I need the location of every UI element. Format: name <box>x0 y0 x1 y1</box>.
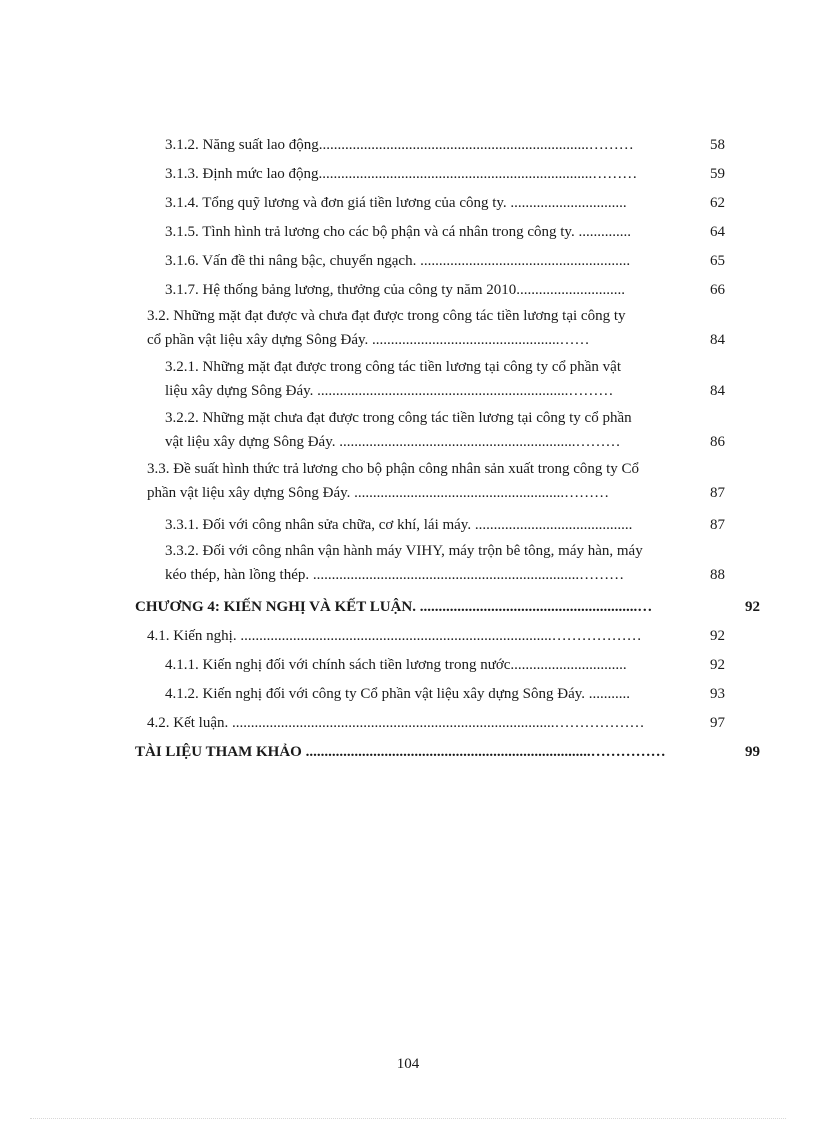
toc-entry-page: 64 <box>710 224 725 240</box>
toc-entry <box>147 304 732 352</box>
toc-entry <box>165 186 732 215</box>
toc-entry <box>147 457 732 505</box>
toc-entry-page: 58 <box>710 137 725 153</box>
toc-entry-title: 3.1.5. Tình hình trả lương cho các bộ phận và cá nhân trong công ty. .............. <box>165 224 631 240</box>
toc-entry-page: 87 <box>710 485 725 501</box>
toc-entry <box>165 677 732 706</box>
toc-entry <box>165 539 732 587</box>
page-bottom-divider <box>30 1118 786 1119</box>
toc-entry-page: 65 <box>710 253 725 269</box>
toc-entry-title: 4.2. Kết luận. ......................................................................................……………… <box>147 715 645 731</box>
toc-entry-title: 3.1.6. Vấn đề thi nâng bậc, chuyển ngạch. ........................................................ <box>165 253 631 269</box>
toc-entry-title-line1: 3.2.1. Những mặt đạt được trong công tác tiền lương tại công ty cổ phần vật <box>165 359 621 375</box>
toc-entry-title: TÀI LIỆU THAM KHẢO ............................................................................…………… <box>135 744 666 760</box>
toc-entry-page: 88 <box>710 567 725 583</box>
toc-entry-title-line2: kéo thép, hàn lồng thép. .......................................................................……… <box>165 567 625 583</box>
toc-entry-page: 92 <box>710 657 725 673</box>
toc-chapter-entry <box>135 590 763 619</box>
toc-entry-title-line2: liệu xây dựng Sông Đáy. ...................................................................……… <box>165 383 614 399</box>
toc-entry-title: 3.1.3. Định mức lao động.........................................................................……… <box>165 166 638 182</box>
page-number: 104 <box>396 1056 420 1072</box>
toc-entry-page: 86 <box>710 434 725 450</box>
toc-entry <box>165 215 732 244</box>
toc-entry-title: CHƯƠNG 4: KIẾN NGHỊ VÀ KẾT LUẬN. ..........................................................… <box>135 599 653 615</box>
toc-entry-title: 3.3.1. Đối với công nhân sửa chữa, cơ khí, lái máy. .......................................... <box>165 517 633 533</box>
toc-entry-title: 4.1.2. Kiến nghị đối với công ty Cổ phần vật liệu xây dựng Sông Đáy. ........... <box>165 686 631 702</box>
toc-entry-title: 3.1.2. Năng suất lao động........................................................................……… <box>165 137 634 153</box>
toc-entry <box>165 273 732 302</box>
toc-entry-title-line1: 3.2. Những mặt đạt được và chưa đạt được trong công tác tiền lương tại công ty <box>147 308 626 324</box>
toc-entry-title-line2: cổ phần vật liệu xây dựng Sông Đáy. ..................................................…… <box>147 332 590 348</box>
toc-entry-title-line2: vật liệu xây dựng Sông Đáy. ...............................................................……… <box>165 434 621 450</box>
toc-entry-title: 3.1.7. Hệ thống bảng lương, thưởng của công ty năm 2010............................. <box>165 282 625 298</box>
toc-entry-title: 4.1. Kiến nghị. ...................................................................................……………… <box>147 628 642 644</box>
toc-entry-title-line1: 3.3.2. Đối với công nhân vận hành máy VIHY, máy trộn bê tông, máy hàn, máy <box>165 543 643 559</box>
toc-entry-page: 92 <box>710 628 725 644</box>
toc-entry <box>165 406 732 454</box>
toc-entry <box>165 157 732 186</box>
toc-entry-page: 66 <box>710 282 725 298</box>
toc-entry <box>165 508 732 537</box>
toc-entry-title-line2: phần vật liệu xây dựng Sông Đáy. ........................................................……… <box>147 485 610 501</box>
toc-entry-title: 3.1.4. Tổng quỹ lương và đơn giá tiền lương của công ty. ............................... <box>165 195 627 211</box>
toc-entry <box>147 619 732 648</box>
toc-entry <box>165 128 732 157</box>
toc-entry-page: 97 <box>710 715 725 731</box>
toc-entry <box>165 648 732 677</box>
toc-entry-title: 4.1.1. Kiến nghị đối với chính sách tiền lương trong nước............................... <box>165 657 627 673</box>
toc-entry <box>165 244 732 273</box>
table-of-contents <box>135 128 765 764</box>
toc-entry-page: 99 <box>745 744 760 760</box>
toc-entry-page: 93 <box>710 686 725 702</box>
toc-entry-page: 59 <box>710 166 725 182</box>
toc-entry-page: 62 <box>710 195 725 211</box>
toc-entry <box>165 355 732 403</box>
toc-entry-page: 92 <box>745 599 760 615</box>
toc-references-entry <box>135 735 763 764</box>
toc-entry-page: 87 <box>710 517 725 533</box>
toc-entry-page: 84 <box>710 383 725 399</box>
toc-entry-page: 84 <box>710 332 725 348</box>
toc-entry <box>147 706 732 735</box>
toc-entry-title-line1: 3.2.2. Những mặt chưa đạt được trong công tác tiền lương tại công ty cổ phần <box>165 410 632 426</box>
toc-entry-title-line1: 3.3. Đề suất hình thức trả lương cho bộ phận công nhân sản xuất trong công ty Cổ <box>147 461 640 477</box>
